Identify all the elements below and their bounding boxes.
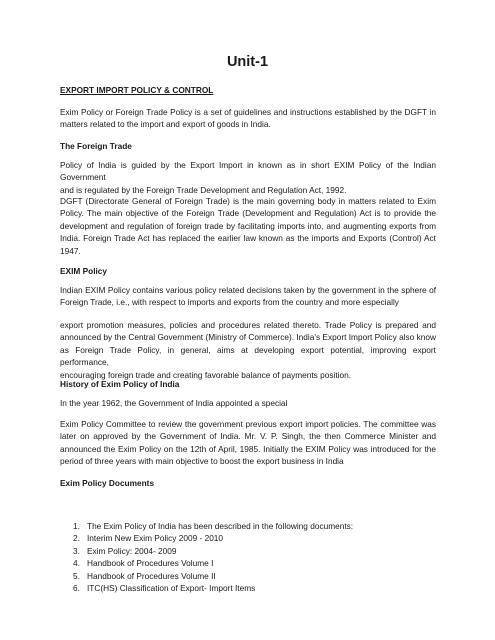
documents-list bbox=[60, 520, 353, 594]
history-paragraph-2 bbox=[60, 418, 436, 468]
list-item bbox=[60, 582, 353, 594]
list-item bbox=[60, 545, 353, 557]
list-item-text: The Exim Policy of India has been described in the following documents: bbox=[87, 521, 354, 531]
documents-heading: Exim Policy Documents bbox=[60, 478, 155, 488]
text-line: encouraging foreign trade and creating favorable balance of payments position. bbox=[60, 369, 352, 380]
text-line: export promotion measures, policies and procedures related thereto. Trade Policy is prepared and bbox=[60, 320, 436, 330]
section-title: EXPORT IMPORT POLICY & CONTROL bbox=[60, 85, 214, 95]
list-item-text: Exim Policy: 2004- 2009 bbox=[87, 545, 177, 556]
text-line: Exim Policy Committee to review the government previous export import policies. The committee was bbox=[60, 419, 436, 429]
text-line: Exim Policy or Foreign Trade Policy is a set of guidelines and instructions established by the DGFT in bbox=[60, 107, 436, 117]
history-heading: History of Exim Policy of India bbox=[60, 379, 180, 389]
text-line: India. Foreign Trade Act has replaced the earlier law known as the imports and Exports (Control) Act bbox=[60, 233, 436, 244]
list-number: 5. bbox=[73, 570, 80, 581]
text-line: as Foreign Trade Policy, in general, aims at developing export potential, improving export performance, bbox=[60, 344, 436, 368]
text-line: and is regulated by the Foreign Trade Development and Regulation Act, 1992. bbox=[60, 184, 347, 195]
list-item bbox=[60, 557, 353, 569]
list-number: 6. bbox=[73, 583, 80, 594]
text-line: matters related to the import and export of goods in India. bbox=[60, 119, 271, 130]
foreign-trade-heading: The Foreign Trade bbox=[60, 141, 132, 151]
list-item-text: ITC(HS) Classification of Export- Import Items bbox=[87, 583, 256, 594]
text-line: announced the Exim Policy on the 12th of April, 1985. Initially the EXIM Policy was introduced for the bbox=[60, 443, 436, 454]
text-line: DGFT (Directorate General of Foreign Trade) is the main governing body in matters related to Exim bbox=[60, 196, 436, 206]
list-item-text: Interim New Exim Policy 2009 - 2010 bbox=[87, 533, 224, 544]
text-line: Indian EXIM Policy contains various policy related decisions taken by the government in the sphere of bbox=[60, 285, 436, 295]
list-number: 4. bbox=[73, 558, 80, 569]
intro-paragraph bbox=[60, 106, 436, 131]
text-line: development and regulation of foreign trade by facilitating imports into, and augmenting exports from bbox=[60, 220, 436, 231]
exim-policy-paragraph-2 bbox=[60, 319, 436, 381]
unit-title: Unit-1 bbox=[226, 54, 269, 70]
exim-policy-heading: EXIM Policy bbox=[60, 266, 108, 276]
list-item-text: Handbook of Procedures Volume I bbox=[87, 558, 214, 569]
history-paragraph-1 bbox=[60, 397, 436, 409]
text-line: period of three years with main objective to boost the export business in India bbox=[60, 456, 344, 467]
list-item bbox=[60, 570, 353, 582]
text-line: Policy of India is guided by the Export Import in known as in short EXIM Policy of the Indian Government bbox=[60, 160, 436, 183]
text-line: Policy. The main objective of the Foreign Trade (Development and Regulation) Act is to provide the bbox=[60, 208, 436, 219]
exim-policy-paragraph-1 bbox=[60, 284, 436, 309]
list-item bbox=[60, 532, 353, 544]
list-number: 2. bbox=[73, 533, 80, 544]
text-line: 1947. bbox=[60, 245, 81, 256]
list-item-text: Handbook of Procedures Volume II bbox=[87, 570, 216, 581]
foreign-trade-paragraph-1 bbox=[60, 159, 436, 196]
text-line: later on approved by the Government of India. Mr. V. P. Singh, the then Commerce Minister and bbox=[60, 431, 436, 442]
list-number: 3. bbox=[73, 545, 80, 556]
list-number: 1. bbox=[73, 521, 80, 531]
text-line: Foreign Trade, i.e., with respect to imports and exports from the country and more especially bbox=[60, 297, 399, 308]
list-item bbox=[60, 520, 353, 532]
foreign-trade-paragraph-2 bbox=[60, 195, 436, 257]
text-line: announced by the Central Government (Ministry of Commerce). India's Export Import Policy also know bbox=[60, 332, 436, 343]
text-line: In the year 1962, the Government of India appointed a special bbox=[60, 398, 288, 408]
